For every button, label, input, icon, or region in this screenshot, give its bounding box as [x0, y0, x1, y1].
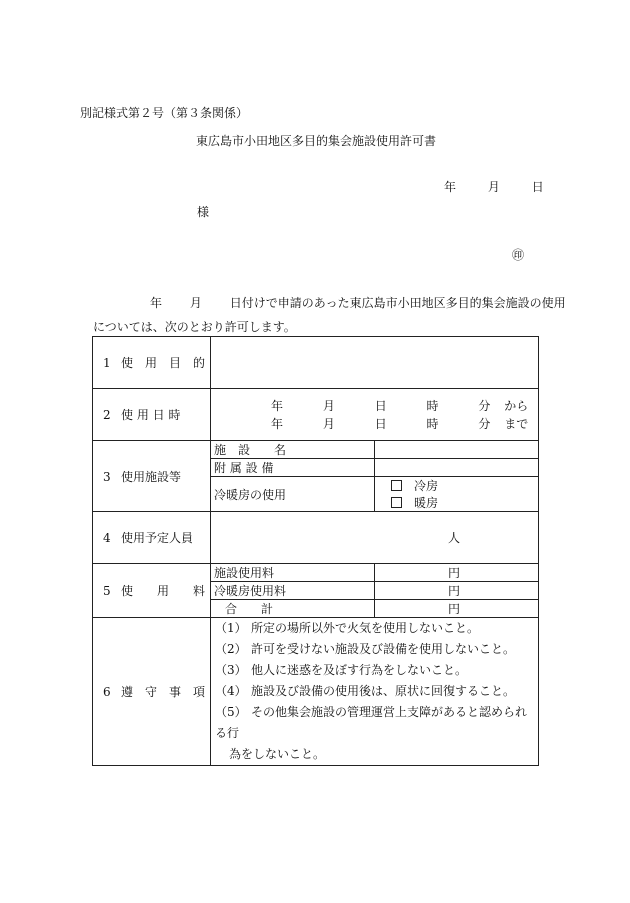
dt-year: 年: [271, 416, 284, 431]
label-text: 使 用 日 時: [121, 408, 181, 422]
dt-day: 日: [374, 416, 387, 431]
rule-item: [211, 702, 538, 744]
dt-month: 月: [322, 398, 335, 413]
purpose-value[interactable]: [211, 337, 539, 389]
row-purpose: [93, 337, 539, 389]
dt-month: 月: [322, 416, 335, 431]
fee-label: [93, 564, 211, 618]
heating-label: 暖房: [414, 496, 439, 510]
aircon-label: 冷暖房の使用: [211, 477, 375, 512]
row-number: 4: [103, 531, 111, 545]
facility-label: [93, 441, 211, 512]
row-datetime: [93, 389, 539, 441]
dt-hour: 時: [426, 416, 439, 431]
facility-name-label: 施 設 名: [211, 441, 375, 459]
yen-unit: 円: [447, 566, 460, 580]
facility-fee-label: 施設使用料: [211, 564, 375, 582]
rule-item: [211, 639, 538, 660]
rule-index: （5）: [215, 705, 247, 719]
row-number: 3: [103, 469, 111, 484]
row-rules: [93, 618, 539, 766]
intro-rest: 日付けで申請のあった東広島市小田地区多目的集会施設の使用: [229, 296, 566, 310]
datetime-value[interactable]: [211, 389, 539, 441]
date-month: 月: [487, 180, 500, 194]
dt-suffix: まで: [504, 416, 529, 431]
yen-unit: 円: [447, 584, 460, 598]
label-text: 使 用 目 的: [121, 356, 206, 370]
aircon-fee-label: 冷暖房使用料: [211, 582, 375, 600]
facility-fee-value[interactable]: [375, 564, 539, 582]
rule-item: [211, 618, 538, 639]
dt-day: 日: [374, 398, 387, 413]
cooling-checkbox[interactable]: [391, 480, 402, 491]
total-fee-label: 合 計: [211, 600, 375, 618]
rule-index: （2）: [215, 642, 247, 656]
row-number: 1: [103, 356, 111, 370]
permit-table: [92, 336, 539, 766]
rule-text: 許可を受けない施設及び設備を使用しないこと。: [251, 642, 516, 656]
rules-list: [211, 618, 539, 766]
dt-year: 年: [271, 398, 284, 413]
rule-index: （1）: [215, 621, 247, 635]
document-title: 東広島市小田地区多目的集会施設使用許可書: [196, 134, 437, 148]
date-year: 年: [444, 180, 457, 194]
rule-continuation: 為をしないこと。: [229, 747, 326, 761]
dt-suffix: から: [504, 398, 529, 413]
heating-checkbox[interactable]: [391, 497, 402, 508]
datetime-to: [211, 415, 538, 433]
date-day: 日: [531, 180, 544, 194]
rule-index: （4）: [215, 684, 247, 698]
rule-text: 所定の場所以外で火気を使用しないこと。: [251, 621, 480, 635]
row-fee-facility: [93, 564, 539, 582]
row-attendees: [93, 512, 539, 564]
issue-date: [444, 178, 544, 195]
row-facility: [93, 441, 539, 459]
addressee-suffix: 様: [197, 205, 210, 219]
yen-unit: 円: [447, 602, 460, 616]
purpose-label: [93, 337, 211, 389]
label-text: 使用施設等: [121, 469, 182, 484]
rule-item: [211, 660, 538, 681]
attendees-label: [93, 512, 211, 564]
row-number: 5: [103, 584, 111, 598]
label-text: 遵 守 事 項: [121, 685, 206, 699]
rule-index: （3）: [215, 663, 247, 677]
aircon-options: [375, 477, 539, 512]
rule-item: [211, 681, 538, 702]
intro-line-2: については、次のとおり許可します。: [93, 320, 296, 334]
dt-minute: 分: [478, 416, 491, 431]
form-label: 別記様式第２号（第３条関係）: [80, 106, 249, 120]
rule-text: その他集会施設の管理運営上支障があると認められる行: [215, 705, 528, 740]
datetime-from: [211, 397, 538, 415]
label-text: 使用予定人員: [121, 531, 194, 545]
dt-minute: 分: [478, 398, 491, 413]
label-text: 使 用 料: [121, 584, 206, 598]
row-number: 6: [103, 685, 111, 699]
row-number: 2: [103, 408, 111, 422]
intro-line-1: [150, 294, 566, 311]
attendees-value[interactable]: [211, 512, 539, 564]
facility-name-value[interactable]: [375, 441, 539, 459]
equipment-value[interactable]: [375, 459, 539, 477]
rule-text: 施設及び設備の使用後は、原状に回復すること。: [251, 684, 516, 698]
attendees-unit: 人: [447, 531, 460, 545]
rule-text: 他人に迷惑を及ぼす行為をしないこと。: [251, 663, 468, 677]
dt-hour: 時: [426, 398, 439, 413]
aircon-fee-value[interactable]: [375, 582, 539, 600]
datetime-label: [93, 389, 211, 441]
cooling-label: 冷房: [414, 479, 439, 493]
intro-month: 月: [189, 296, 202, 310]
intro-year: 年: [150, 296, 163, 310]
equipment-label: 附 属 設 備: [211, 459, 375, 477]
rules-label: [93, 618, 211, 766]
total-fee-value[interactable]: [375, 600, 539, 618]
seal-mark: ㊞: [512, 248, 525, 262]
